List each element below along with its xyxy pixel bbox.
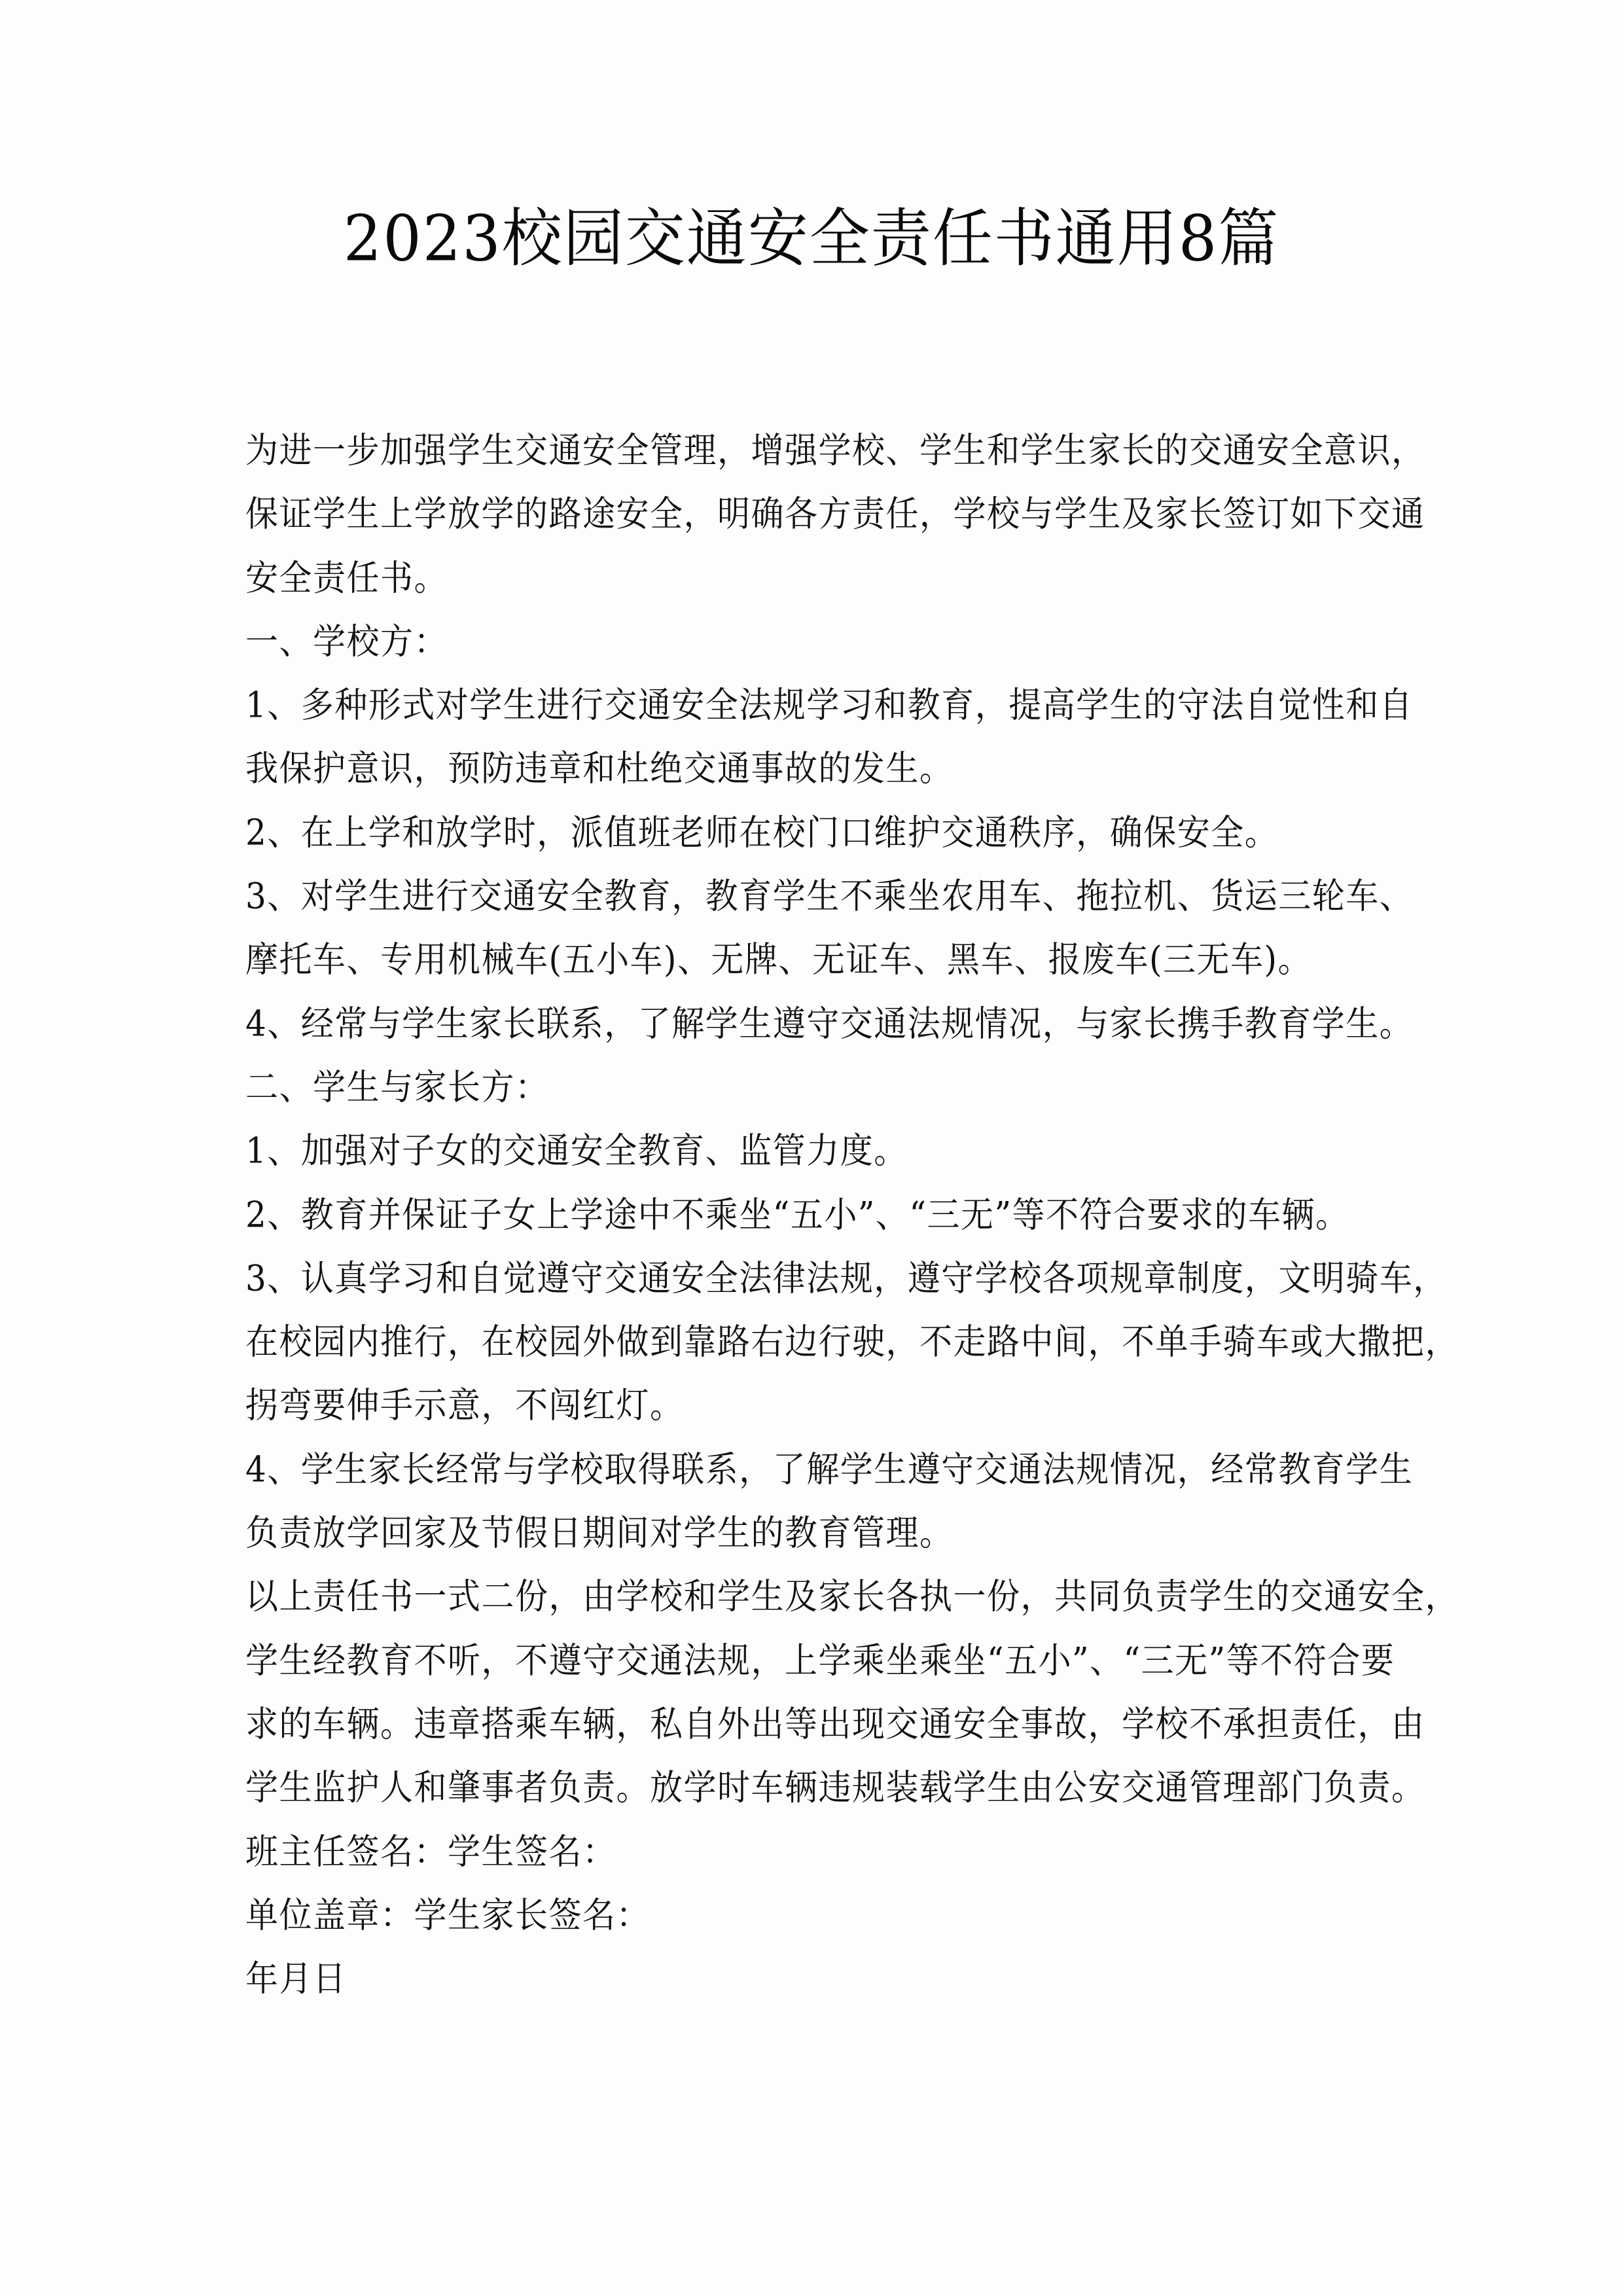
closing-paragraph-line-1: 以上责任书一式二份，由学校和学生及家长各执一份，共同负责学生的交通安全， (245, 1575, 1459, 1617)
document-body (245, 419, 1459, 2011)
intro-line-2: 保证学生上学放学的路途安全，明确各方责任，学校与学生及家长签订如下交通 (245, 493, 1425, 535)
parent-item-3-line-3: 拐弯要伸手示意，不闯红灯。 (245, 1385, 684, 1426)
signature-line-seal-parent: 单位盖章：学生家长签名： (245, 1894, 650, 1936)
intro-line-1: 为进一步加强学生交通安全管理，增强学校、学生和学生家长的交通安全意识， (245, 429, 1425, 471)
parent-item-3-line-1: 3、认真学习和自觉遵守交通安全法律法规，遵守学校各项规章制度，文明骑车， (245, 1257, 1447, 1299)
document-title: 2023校园交通安全责任书通用8篇 (343, 202, 1280, 276)
school-item-3-line-1: 3、对学生进行交通安全教育，教育学生不乘坐农用车、拖拉机、货运三轮车、 (245, 875, 1414, 917)
school-item-2: 2、在上学和放学时，派值班老师在校门口维护交通秩序，确保安全。 (245, 812, 1279, 853)
school-item-4: 4、经常与学生家长联系，了解学生遵守交通法规情况，与家长携手教育学生。 (245, 1003, 1414, 1044)
closing-paragraph-line-3: 求的车辆。违章搭乘车辆，私自外出等出现交通安全事故，学校不承担责任，由 (245, 1703, 1425, 1745)
parent-item-4-line-1: 4、学生家长经常与学校取得联系，了解学生遵守交通法规情况，经常教育学生 (245, 1448, 1414, 1490)
school-item-3-line-2: 摩托车、专用机械车(五小车)、无牌、无证车、黑车、报废车(三无车)。 (245, 939, 1312, 980)
school-item-1-line-1: 1、多种形式对学生进行交通安全法规学习和教育，提高学生的守法自觉性和自 (245, 684, 1414, 726)
intro-line-3: 安全责任书。 (245, 557, 448, 598)
closing-paragraph-line-2: 学生经教育不听，不遵守交通法规，上学乘坐乘坐“五小”、“三无”等不符合要 (245, 1640, 1395, 1681)
parent-item-3-line-2: 在校园内推行，在校园外做到靠路右边行驶，不走路中间，不单手骑车或大撒把， (245, 1321, 1459, 1363)
section-heading-students-parents: 二、学生与家长方： (245, 1066, 549, 1108)
parent-item-4-line-2: 负责放学回家及节假日期间对学生的教育管理。 (245, 1512, 954, 1554)
parent-item-1: 1、加强对子女的交通安全教育、监管力度。 (245, 1130, 908, 1172)
date-line: 年月日 (245, 1958, 347, 2000)
parent-item-2: 2、教育并保证子女上学途中不乘坐“五小”、“三无”等不符合要求的车辆。 (245, 1194, 1349, 1235)
closing-paragraph-line-4: 学生监护人和肇事者负责。放学时车辆违规装载学生由公安交通管理部门负责。 (245, 1767, 1425, 1808)
section-heading-school: 一、学校方： (245, 620, 448, 662)
signature-line-teacher-student: 班主任签名：学生签名： (245, 1831, 616, 1872)
school-item-1-line-2: 我保护意识，预防违章和杜绝交通事故的发生。 (245, 748, 954, 789)
